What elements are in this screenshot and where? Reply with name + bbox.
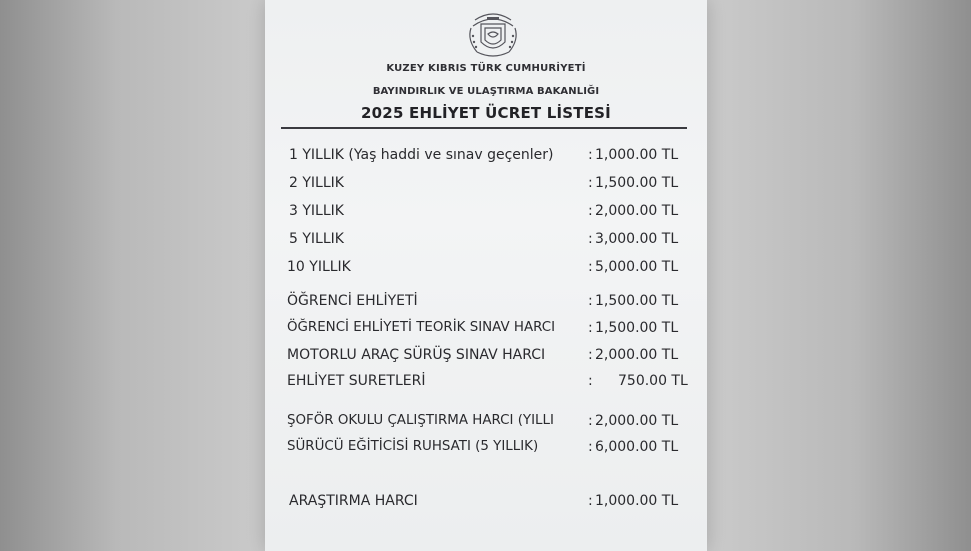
fee-amount: 2,000.00 TL [595, 413, 679, 429]
fee-colon: : [588, 147, 593, 163]
fee-colon: : [588, 203, 593, 219]
fee-row-teorik-sinav [287, 318, 687, 338]
fee-colon: : [588, 231, 593, 247]
fee-amount: 1,500.00 TL [595, 293, 679, 309]
fee-row-2-yillik [289, 173, 689, 193]
ministry-country-line: KUZEY KIBRIS TÜRK CUMHURİYETİ [386, 63, 586, 74]
fee-colon: : [588, 347, 593, 363]
ministry-name-line: BAYINDIRLIK VE ULAŞTIRMA BAKANLIĞI [372, 86, 600, 97]
fee-amount: 6,000.00 TL [595, 439, 679, 455]
fee-label: 5 YILLIK [289, 231, 344, 247]
fee-colon: : [588, 259, 593, 275]
fee-row-5-yillik [289, 229, 689, 249]
fee-colon: : [588, 373, 593, 389]
fee-colon: : [588, 493, 593, 509]
fee-colon: : [588, 293, 593, 309]
fee-label: MOTORLU ARAÇ SÜRÜŞ SINAV HARCI [287, 347, 546, 363]
fee-label: 2 YILLIK [289, 175, 344, 191]
fee-row-ehliyet-suretleri [287, 371, 687, 391]
fee-row-3-yillik [289, 201, 689, 221]
fee-amount: 1,000.00 TL [595, 493, 679, 509]
fee-row-sofor-okulu [287, 411, 687, 431]
fee-amount: 1,500.00 TL [595, 320, 679, 336]
fee-label: EHLİYET SURETLERİ [287, 373, 426, 389]
fee-label: ŞOFÖR OKULU ÇALIŞTIRMA HARCI (YILLI [287, 413, 554, 428]
fee-label: ÖĞRENCİ EHLİYETİ [287, 293, 418, 309]
fee-colon: : [588, 175, 593, 191]
fee-amount: 1,000.00 TL [595, 147, 679, 163]
fee-amount: 5,000.00 TL [595, 259, 679, 275]
fee-label: ARAŞTIRMA HARCI [289, 493, 418, 509]
fee-amount: 2,000.00 TL [595, 203, 679, 219]
fee-row-10-yillik [287, 257, 687, 277]
coat-of-arms-icon [463, 6, 523, 62]
fee-row-surucu-egiticisi [287, 437, 687, 457]
fee-colon: : [588, 413, 593, 429]
fee-row-1-yillik [289, 145, 689, 165]
fee-row-ogrenci-ehliyeti [287, 291, 687, 311]
page-title: 2025 EHLİYET ÜCRET LİSTESİ [361, 104, 611, 122]
fee-amount: 750.00 TL [618, 373, 688, 389]
fee-label: 1 YILLIK (Yaş haddi ve sınav geçenler) [289, 147, 554, 163]
fee-label: 3 YILLIK [289, 203, 344, 219]
fee-amount: 2,000.00 TL [595, 347, 679, 363]
fee-amount: 3,000.00 TL [595, 231, 679, 247]
fee-list-document [265, 0, 707, 551]
fee-label: ÖĞRENCİ EHLİYETİ TEORİK SINAV HARCI [287, 320, 556, 335]
fee-label: 10 YILLIK [287, 259, 351, 275]
fee-row-surus-sinav [287, 345, 687, 365]
title-divider [281, 127, 687, 129]
fee-colon: : [588, 439, 593, 455]
fee-label: SÜRÜCÜ EĞİTİCİSİ RUHSATI (5 YILLIK) [287, 439, 539, 454]
fee-colon: : [588, 320, 593, 336]
fee-amount: 1,500.00 TL [595, 175, 679, 191]
fee-row-arastirma-harci [289, 491, 689, 511]
